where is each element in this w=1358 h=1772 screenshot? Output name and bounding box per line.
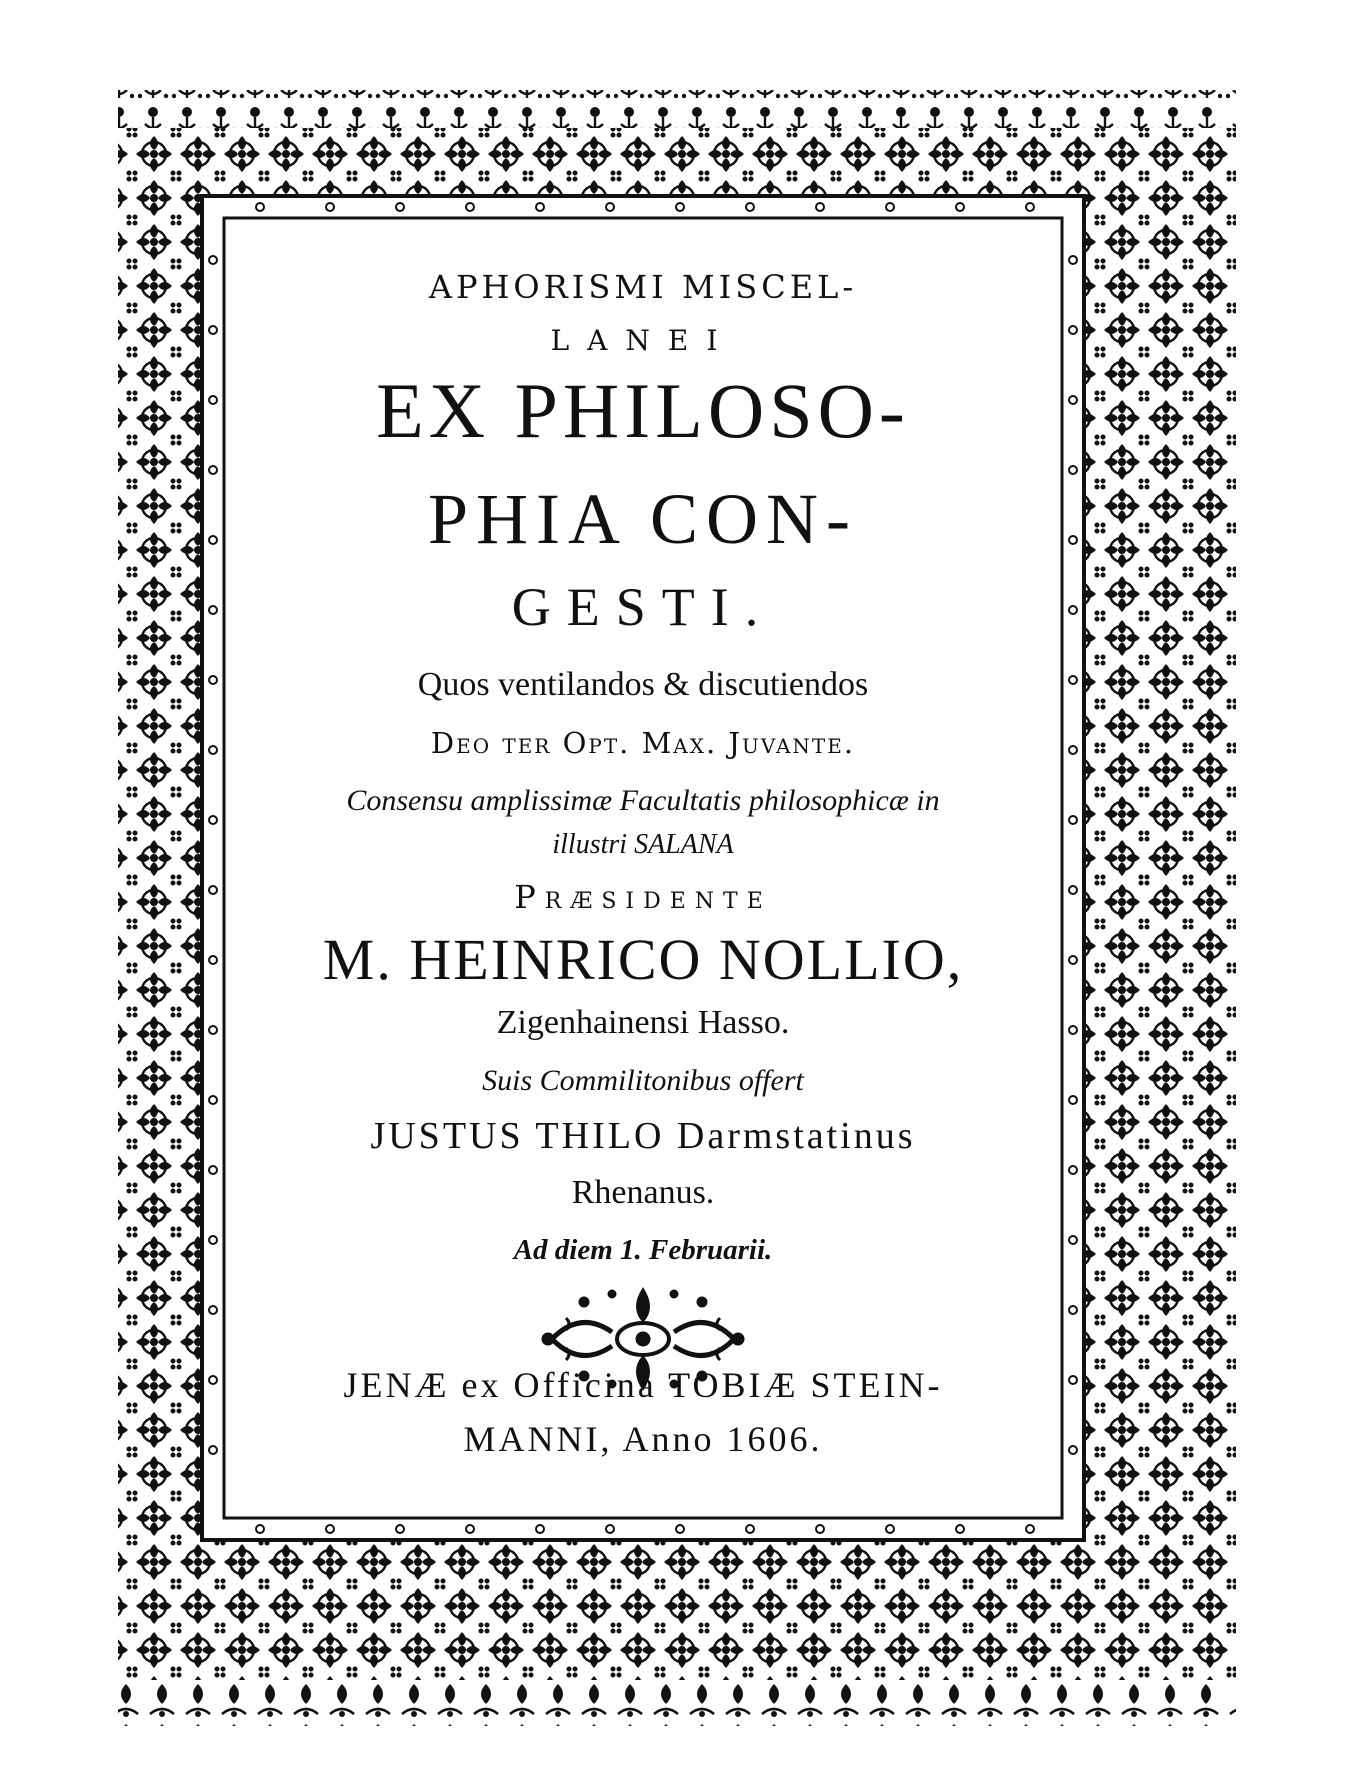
president-origin: Zigenhainensi Hasso.	[496, 1004, 790, 1041]
author-name: JUSTUS THILO Darmstatinus	[370, 1115, 916, 1157]
date-line: Ad diem 1. Februarii.	[513, 1234, 773, 1266]
main-title-line-3: GESTI.	[511, 577, 775, 637]
dedication-line: Suis Commilitonibus offert	[482, 1064, 804, 1097]
author-origin: Rhenanus.	[571, 1174, 715, 1211]
consent-line-2: illustri SALANA	[552, 829, 734, 860]
imprint-line-2: MANNI, Anno 1606.	[463, 1419, 823, 1459]
main-title-line-2: PHIA CON-	[427, 479, 859, 559]
praeside-label: Præsidente	[514, 878, 772, 916]
imprint-line-1: JENÆ ex Officina TOBIÆ STEIN-	[343, 1365, 943, 1405]
subtitle-line: Quos ventilandos & discutiendos	[417, 666, 869, 703]
title-line-2: LANEI	[550, 324, 736, 357]
main-title-line-1: EX PHILOSO-	[376, 367, 910, 454]
invocation-line: Deo ter Opt. Max. Juvante.	[430, 726, 856, 760]
president-name: M. HEINRICO NOLLIO,	[322, 927, 964, 992]
title-text-panel	[232, 226, 1054, 1510]
title-line-1: APHORISMI MISCEL-	[428, 268, 858, 306]
consent-line-1: Consensu amplissimæ Facultatis philosophicæ in	[346, 784, 940, 817]
